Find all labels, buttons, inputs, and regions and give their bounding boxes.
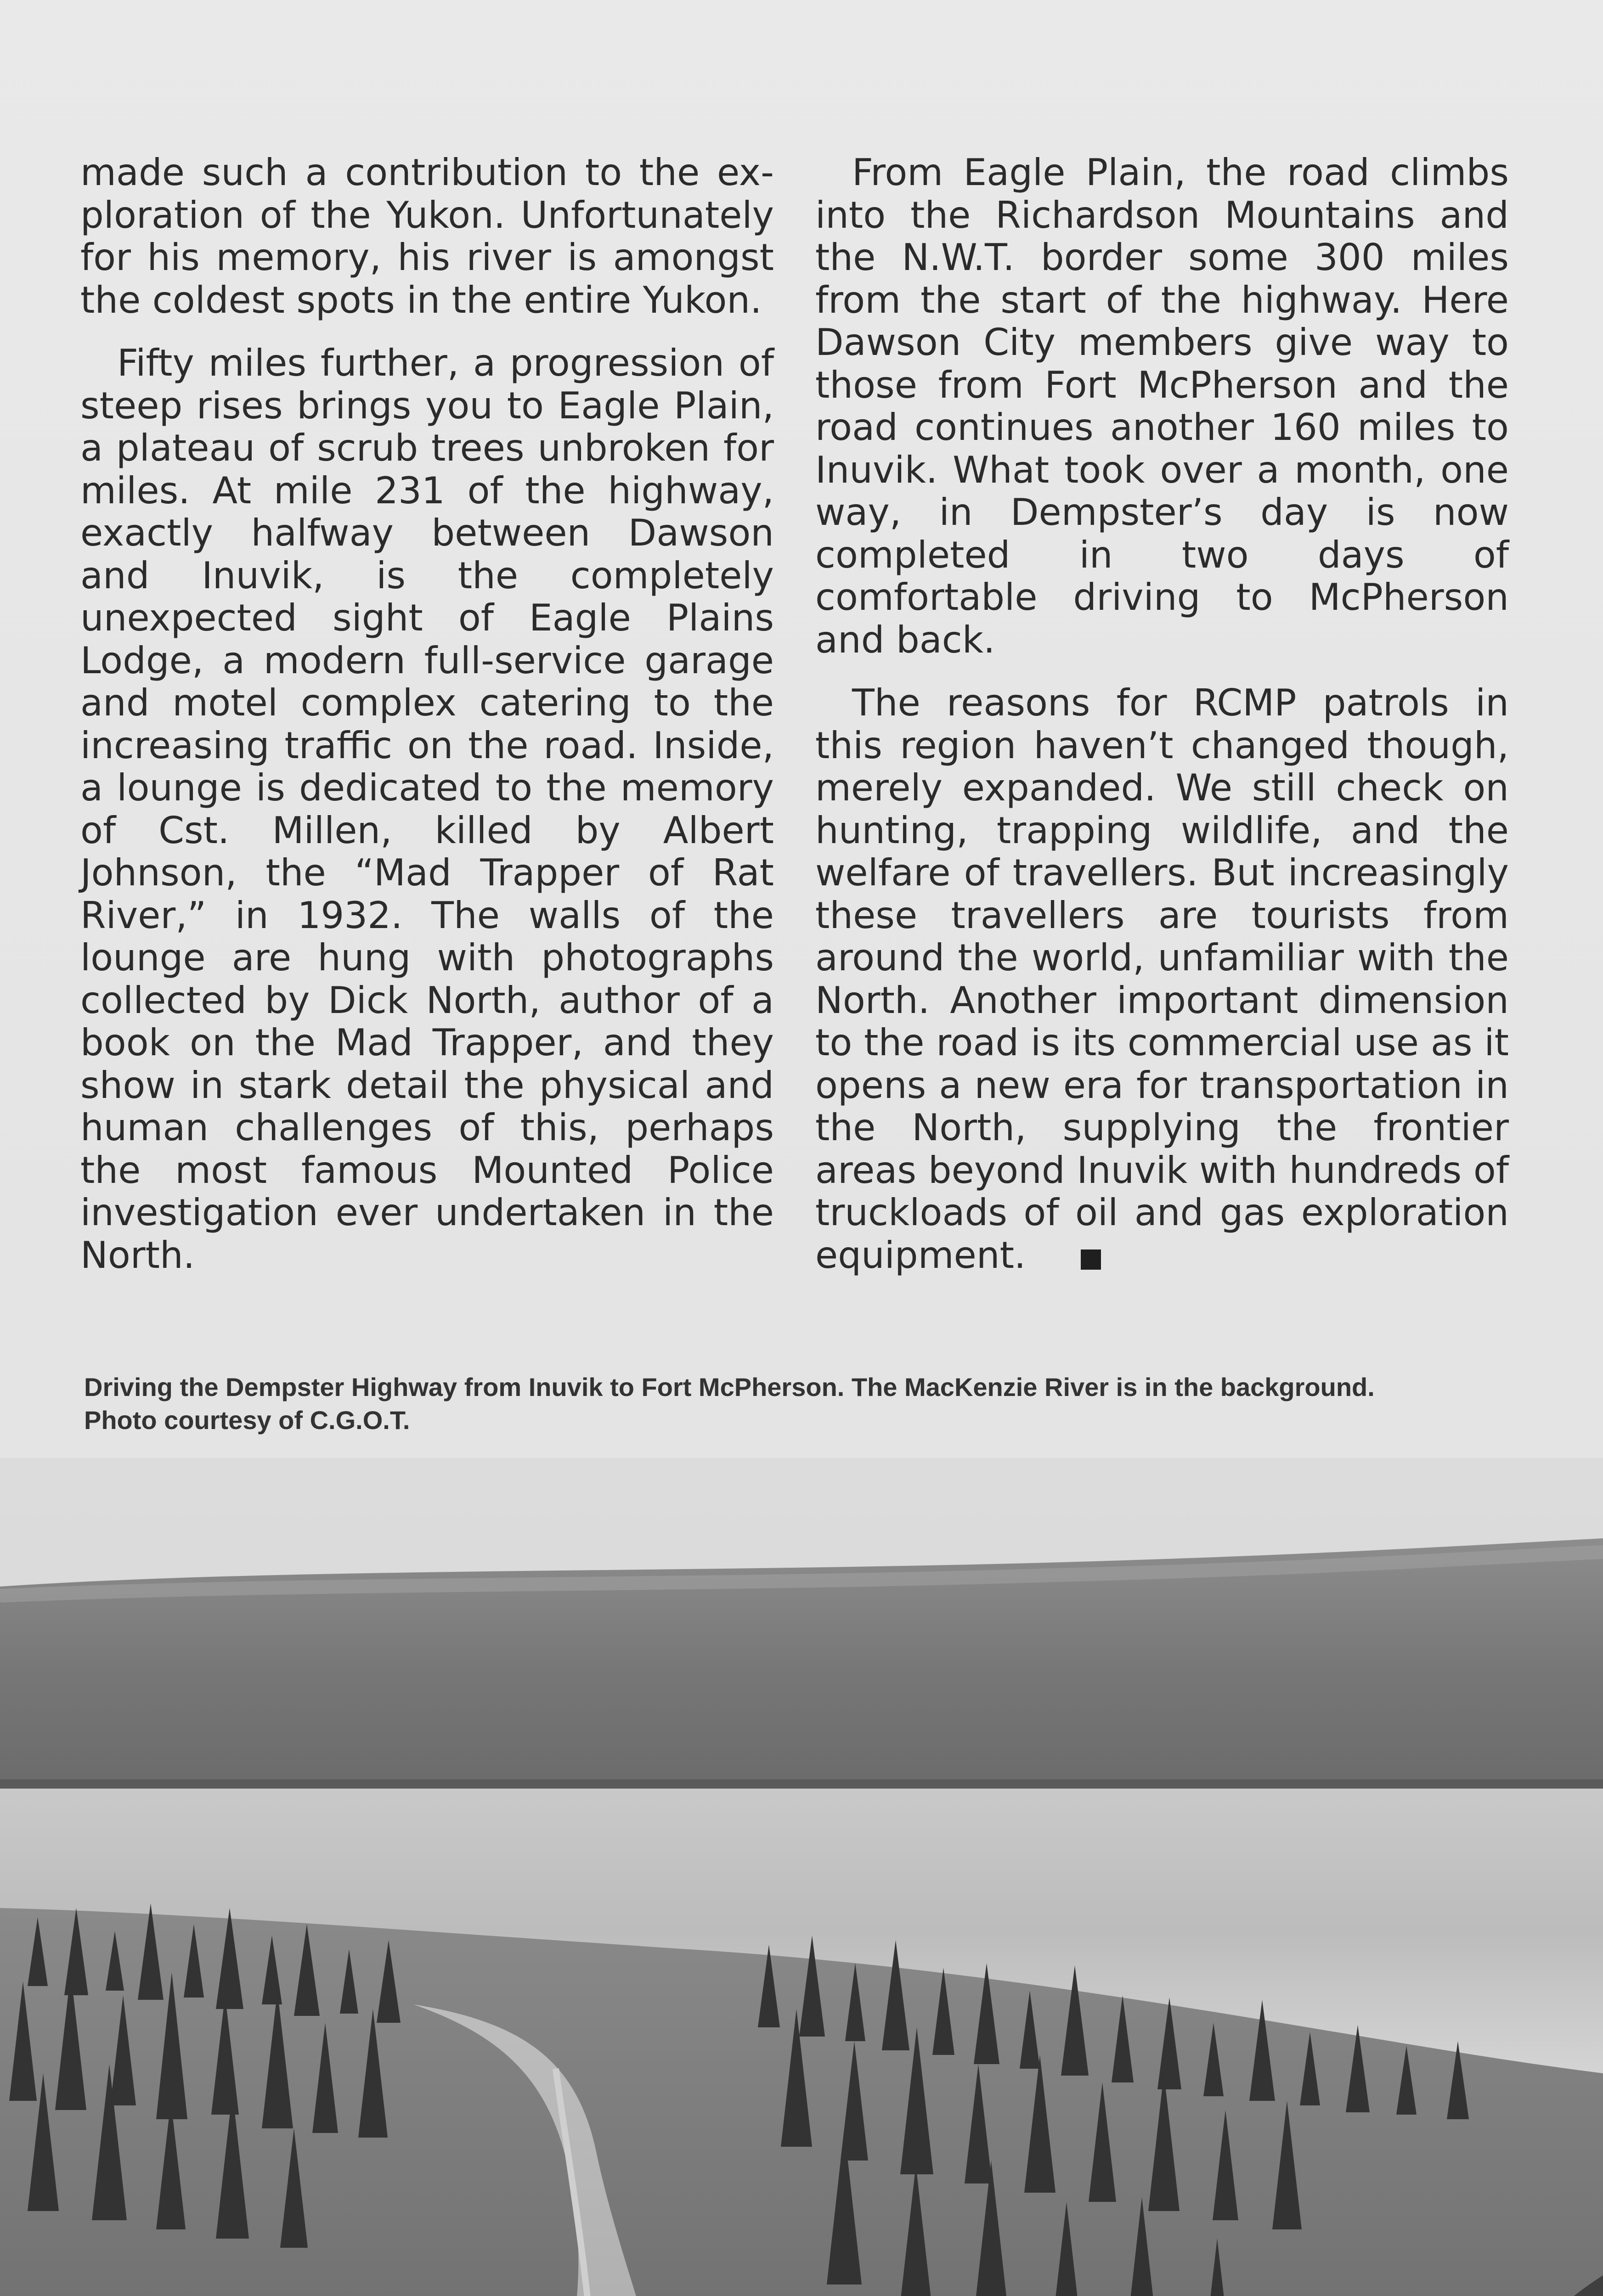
caption-credit: Photo courtesy of C.G.O.T. [84,1406,410,1435]
caption-line: Driving the Dempster Highway from Inuvik to Fort McPherson. The MacKenzie River is in the background. [84,1373,1375,1401]
end-of-article-square-icon [1081,1249,1101,1270]
landscape-photo-icon [0,1458,1603,2296]
article-column-right [815,152,1509,1297]
photo-caption [84,1371,1531,1437]
paragraph-text: The reasons for RCMP patrols in this region haven’t changed though, merely expanded. We still check on hunting, trapping wildlife, and the welfare of travellers. But increasingly these travellers are tourists from around the world, unfamiliar with the North. Another important dimension to the road is its commercial use as it opens a new era for transportation in the North, supplying the frontier areas beyond Inuvik with hundreds of truckloads of oil and gas exploration equipment. [815,681,1509,1277]
article-column-left [80,152,774,1297]
paragraph: made such a contribution to the exploration of the Yukon. Unfortunately for his memory, his river is amongst the coldest spots in the entire Yukon. [80,151,774,321]
paragraph: Fifty miles further, a progression of steep rises brings you to Eagle Plain, a plateau of scrub trees unbroken for miles. At mile 231 of the highway, exactly halfway between Dawson and Inuvik, is the completely unexpected sight of Eagle Plains Lodge, a modern full-service garage and motel complex catering to the increasing traffic on the road. Inside, a lounge is dedicated to the memory of Cst. Millen, killed by Albert Johnson, the “Mad Trapper of Rat River,” in 1932. The walls of the lounge are hung with photographs collected by Dick North, author of a book on the Mad Trapper, and they show in stark detail the physical and human challenges of this, perhaps the most famous Mounted Police investigation ever undertaken in the North. [80,342,774,1277]
paragraph-last [815,682,1509,1277]
paragraph: From Eagle Plain, the road climbs into the Richardson Mountains and the N.W.T. border some 300 miles from the start of the highway. Here Dawson City members give way to those from Fort McPherson and the road continues another 160 miles to Inuvik. What took over a month, one way, in Dempster’s day is now completed in two days of comfortable driving to McPherson and back. [815,151,1509,661]
landscape-photo [0,1458,1603,2296]
